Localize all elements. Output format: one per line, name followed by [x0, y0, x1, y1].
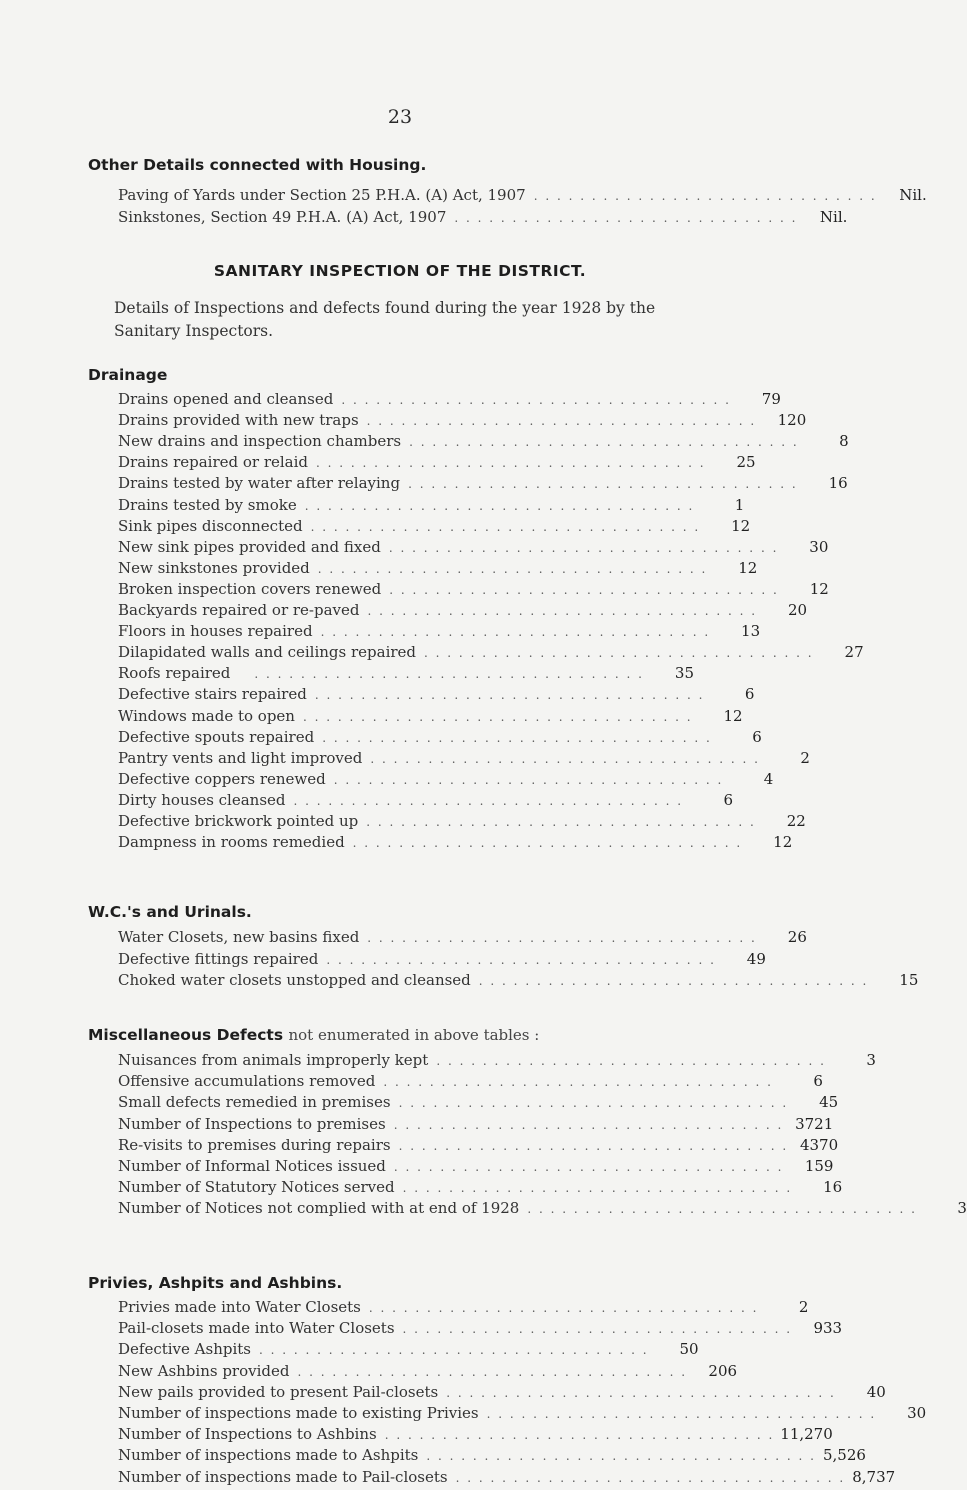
row-value: 49 — [746, 949, 766, 968]
table-row — [118, 579, 829, 602]
row-label: New pails provided to present Pail-closets — [118, 1382, 439, 1401]
row-value: 3 — [957, 1199, 967, 1218]
table-row — [118, 664, 694, 686]
row-value: 13 — [741, 622, 761, 641]
row-label: Defective brickwork pointed up — [118, 812, 359, 830]
leader-dots: . . . . . . . . . . . . . . . . . . . . . . . . . . . . . . . . . . — [254, 667, 644, 682]
row-value: 206 — [708, 1361, 738, 1380]
row-label: Dilapidated walls and ceilings repaired — [118, 643, 417, 662]
row-value: 12 — [731, 516, 751, 535]
row-value: 8,737 — [852, 1467, 896, 1486]
row-label: Water Closets, new basins fixed — [118, 928, 360, 946]
row-label: Number of Inspections to Ashbins — [118, 1425, 377, 1444]
leader-dots: . . . . . . . . . . . . . . . . . . . . . . . . . . . . . . . . . . — [424, 646, 814, 661]
row-value: 25 — [736, 453, 756, 472]
table-row — [118, 1135, 839, 1158]
row-value: 12 — [809, 579, 829, 598]
leader-dots: . . . . . . . . . . . . . . . . . . . . . . . . . . . . . . . . . . — [436, 1054, 826, 1068]
row-value: 6 — [744, 685, 755, 704]
leader-dots: . . . . . . . . . . . . . . . . . . . . . . . . . . . . . . . . . . — [317, 561, 708, 576]
table-row — [118, 790, 734, 813]
row-value: 12 — [773, 833, 793, 852]
table-row — [118, 537, 829, 560]
row-label: Sinkstones, Section 49 P.H.A. (A) Act, 1907 — [118, 208, 447, 226]
row-label: Backyards repaired or re-paved — [118, 601, 360, 619]
leader-dots: . . . . . . . . . . . . . . . . . . . . . . . . . . . . . . . . . . — [426, 1449, 816, 1464]
row-value: 15 — [899, 971, 919, 989]
row-label: Privies made into Water Closets — [118, 1298, 361, 1316]
row-label: Broken inspection covers renewed — [118, 579, 382, 598]
leader-dots: . . . . . . . . . . . . . . . . . . . . . . . . . . . . . . . . . . — [402, 1181, 793, 1196]
table-row — [118, 928, 807, 950]
row-label: Re-visits to premises during repairs — [118, 1135, 391, 1154]
table-row — [118, 643, 864, 665]
table-row — [118, 1114, 834, 1137]
table-row — [118, 390, 781, 412]
leader-dots: . . . . . . . . . . . . . . . . . . . . . . . . . . . . . . . . . . — [302, 709, 693, 724]
row-label: Defective fittings repaired — [118, 949, 319, 968]
row-label: Pantry vents and light improved — [118, 748, 363, 767]
leader-dots: . . . . . . . . . . . . . . . . . . . . . . . . . . . . . . . . . . — [370, 751, 760, 766]
table-row — [118, 453, 756, 475]
table-row — [118, 1382, 886, 1405]
leader-dots: . . . . . . . . . . . . . . . . . . . . . . . . . . . . . . . . . . — [316, 456, 706, 471]
row-label: Dirty houses cleansed — [118, 790, 286, 809]
table-row — [118, 833, 793, 855]
leader-dots: . . . . . . . . . . . . . . . . . . . . . . . . . . . . . . — [533, 189, 877, 203]
table-row — [118, 748, 810, 771]
row-value: 27 — [844, 643, 864, 662]
table-row — [118, 622, 761, 644]
row-value: 6 — [723, 790, 734, 809]
leader-dots: . . . . . . . . . . . . . . . . . . . . . . . . . . . . . . . . . . — [297, 1364, 688, 1379]
table-row — [118, 769, 774, 792]
table-row — [118, 1340, 699, 1362]
row-value: 1 — [734, 495, 745, 514]
leader-dots: . . . . . . . . . . . . . . . . . . . . . . . . . . . . . . . . . . — [320, 625, 711, 640]
leader-dots: . . . . . . . . . . . . . . . . . . . . . . . . . . . . . . . . . . — [322, 730, 712, 745]
row-label: Offensive accumulations removed — [118, 1072, 376, 1091]
row-label: Number of Notices not complied with at end of 1928 — [118, 1199, 520, 1218]
row-value: 30 — [907, 1404, 927, 1422]
table-row — [118, 495, 745, 518]
row-value: 20 — [788, 601, 808, 619]
table-row — [118, 971, 919, 993]
sanitary-intro — [88, 297, 708, 343]
table-row — [118, 1178, 843, 1200]
sanitary-title: SANITARY INSPECTION OF THE DISTRICT. — [213, 262, 587, 280]
row-label: Floors in houses repaired — [118, 622, 313, 641]
leader-dots: . . . . . . . . . . . . . . . . . . . . . . . . . . . . . . . . . . — [366, 815, 756, 829]
row-label: Drains provided with new traps — [118, 411, 359, 430]
misc-heading — [88, 1026, 539, 1044]
leader-dots: . . . . . . . . . . . . . . . . . . . . . . . . . . . . . . . . . . — [389, 582, 779, 597]
leader-dots: . . . . . . . . . . . . . . . . . . . . . . . . . . . . . . . . . . — [326, 952, 716, 967]
leader-dots: . . . . . . . . . . . . . . . . . . . . . . . . . . . . . . . . . . — [446, 1385, 836, 1400]
row-label: Nuisances from animals improperly kept — [118, 1051, 429, 1069]
table-row — [118, 1446, 866, 1468]
table-row — [118, 411, 807, 433]
wc-heading: W.C.'s and Urinals. — [88, 903, 252, 921]
leader-dots: . . . . . . . . . . . . . . . . . . . . . . . . . . . . . . . . . . — [304, 498, 695, 513]
row-value: 11,270 — [780, 1425, 833, 1444]
leader-dots: . . . . . . . . . . . . . . . . . . . . . . . . . . . . . . . . . . — [388, 540, 779, 555]
row-label: Number of inspections made to Ashpits — [118, 1446, 419, 1465]
row-value: 6 — [813, 1072, 823, 1091]
housing-row — [118, 208, 848, 230]
table-row — [118, 949, 766, 972]
leader-dots: . . . . . . . . . . . . . . . . . . . . . . . . . . . . . . . . . . — [310, 519, 701, 534]
leader-dots: . . . . . . . . . . . . . . . . . . . . . . . . . . . . . . . . . . — [398, 1096, 789, 1111]
leader-dots: . . . . . . . . . . . . . . . . . . . . . . . . . . . . . . . . . . — [333, 772, 724, 787]
table-row — [118, 1425, 833, 1447]
row-value: 5,526 — [822, 1446, 866, 1465]
row-label: Number of Inspections to premises — [118, 1114, 386, 1133]
row-value: 50 — [679, 1340, 699, 1359]
row-label: Drains opened and cleansed — [118, 390, 334, 408]
leader-dots: . . . . . . . . . . . . . . . . . . . . . . . . . . . . . . . . . . — [409, 435, 799, 450]
drainage-heading: Drainage — [88, 366, 168, 384]
row-value: 6 — [752, 727, 762, 746]
row-label: Number of inspections made to Pail-closets — [118, 1467, 448, 1486]
row-label: Defective coppers renewed — [118, 769, 326, 788]
table-row — [118, 432, 849, 454]
row-value: 8 — [839, 432, 849, 451]
row-label: Sink pipes disconnected — [118, 516, 303, 535]
leader-dots: . . . . . . . . . . . . . . . . . . . . . . . . . . . . . . . . . . — [367, 604, 758, 618]
row-value: Nil. — [819, 208, 848, 226]
table-row — [118, 1157, 834, 1179]
leader-dots: . . . . . . . . . . . . . . . . . . . . . . . . . . . . . . . . . . — [314, 688, 705, 703]
row-value: 12 — [738, 558, 758, 577]
row-label: Drains repaired or relaid — [118, 453, 309, 472]
table-row — [118, 1093, 839, 1115]
table-row — [118, 1319, 843, 1341]
row-value: 12 — [723, 706, 743, 725]
table-row — [118, 1467, 896, 1490]
table-row — [118, 558, 758, 581]
leader-dots: . . . . . . . . . . . . . . . . . . . . . . . . . . . . . . . . . . — [367, 931, 757, 945]
page-number: 23 — [387, 106, 413, 128]
row-label: Roofs repaired — [118, 664, 231, 683]
table-row — [118, 516, 751, 539]
misc-heading-title: Miscellaneous Defects — [88, 1026, 284, 1044]
misc-heading-extra: not enumerated in above tables : — [288, 1026, 540, 1044]
leader-dots: . . . . . . . . . . . . . . . . . . . . . . . . . . . . . . . . . . — [341, 393, 731, 407]
leader-dots: . . . . . . . . . . . . . . . . . . . . . . . . . . . . . . . . . . — [293, 793, 684, 808]
row-value: 22 — [786, 812, 806, 830]
table-row — [118, 1072, 823, 1094]
row-value: 45 — [819, 1093, 839, 1112]
intro-text: Details of Inspections and defects found during the year 1928 by the Sanitary Inspectors. — [114, 299, 656, 340]
row-value: 3721 — [795, 1114, 834, 1133]
leader-dots: . . . . . . . . . . . . . . . . . . . . . . . . . . . . . . . . . . — [366, 414, 757, 429]
table-row — [118, 1199, 967, 1221]
row-label: Number of Informal Notices issued — [118, 1157, 386, 1175]
row-value: 79 — [761, 390, 781, 408]
table-row — [118, 727, 762, 750]
leader-dots: . . . . . . . . . . . . . . . . . . . . . . . . . . . . . . . . . . — [384, 1428, 775, 1443]
table-row — [118, 1051, 876, 1073]
row-label: Choked water closets unstopped and cleansed — [118, 971, 471, 989]
row-label: Defective spouts repaired — [118, 727, 315, 746]
table-row — [118, 601, 808, 623]
row-value: 159 — [804, 1157, 834, 1175]
table-row — [118, 1361, 738, 1384]
leader-dots: . . . . . . . . . . . . . . . . . . . . . . . . . . . . . . . . . . — [383, 1075, 773, 1090]
leader-dots: . . . . . . . . . . . . . . . . . . . . . . . . . . . . . . . . . . — [527, 1202, 917, 1217]
row-value: 2 — [798, 1298, 809, 1316]
row-label: Number of inspections made to existing Privies — [118, 1404, 479, 1422]
housing-heading: Other Details connected with Housing. — [88, 156, 427, 174]
row-value: 933 — [813, 1319, 843, 1338]
row-value: 120 — [777, 411, 807, 430]
row-label: New Ashbins provided — [118, 1361, 290, 1380]
row-value: 26 — [787, 928, 807, 946]
row-value: 40 — [866, 1382, 886, 1401]
row-label: Small defects remedied in premises — [118, 1093, 391, 1112]
row-value: 16 — [823, 1178, 843, 1197]
row-value: 4 — [763, 769, 774, 788]
leader-dots: . . . . . . . . . . . . . . . . . . . . . . . . . . . . . . . . . . — [478, 974, 869, 988]
row-label: New sink pipes provided and fixed — [118, 537, 381, 556]
leader-dots: . . . . . . . . . . . . . . . . . . . . . . . . . . . . . . — [454, 211, 798, 225]
row-value: 4370 — [799, 1135, 839, 1154]
table-row — [118, 812, 806, 834]
row-label: Number of Statutory Notices served — [118, 1178, 395, 1197]
leader-dots: . . . . . . . . . . . . . . . . . . . . . . . . . . . . . . . . . . — [402, 1322, 793, 1337]
row-label: New sinkstones provided — [118, 558, 310, 577]
table-row — [118, 685, 755, 707]
leader-dots: . . . . . . . . . . . . . . . . . . . . . . . . . . . . . . . . . . — [352, 836, 743, 851]
leader-dots: . . . . . . . . . . . . . . . . . . . . . . . . . . . . . . . . . . — [398, 1138, 789, 1153]
leader-dots: . . . . . . . . . . . . . . . . . . . . . . . . . . . . . . . . . . — [393, 1117, 784, 1132]
row-label: Drains tested by water after relaying — [118, 474, 401, 493]
leader-dots: . . . . . . . . . . . . . . . . . . . . . . . . . . . . . . . . . . — [368, 1301, 759, 1315]
leader-dots: . . . . . . . . . . . . . . . . . . . . . . . . . . . . . . . . . . — [408, 477, 798, 492]
row-label: Dampness in rooms remedied — [118, 833, 345, 852]
table-row — [118, 706, 743, 729]
row-label: Windows made to open — [118, 706, 295, 725]
table-row — [118, 474, 848, 496]
table-row — [118, 1404, 927, 1426]
row-value: Nil. — [899, 186, 927, 204]
row-label: New drains and inspection chambers — [118, 432, 402, 451]
row-value: 16 — [828, 474, 848, 493]
leader-dots: . . . . . . . . . . . . . . . . . . . . . . . . . . . . . . . . . . — [259, 1343, 649, 1358]
row-value: 2 — [800, 748, 810, 767]
table-row — [118, 1298, 809, 1320]
row-label: Paving of Yards under Section 25 P.H.A. (A) Act, 1907 — [118, 186, 526, 204]
privies-heading: Privies, Ashpits and Ashbins. — [88, 1274, 343, 1292]
row-value: 35 — [674, 664, 694, 683]
housing-row — [118, 186, 927, 208]
leader-dots: . . . . . . . . . . . . . . . . . . . . . . . . . . . . . . . . . . — [486, 1407, 877, 1421]
row-label: Drains tested by smoke — [118, 495, 297, 514]
row-label: Defective stairs repaired — [118, 685, 307, 704]
row-label: Pail-closets made into Water Closets — [118, 1319, 395, 1338]
row-label: Defective Ashpits — [118, 1340, 251, 1359]
row-value: 3 — [866, 1051, 876, 1069]
row-value: 30 — [809, 537, 829, 556]
leader-dots: . . . . . . . . . . . . . . . . . . . . . . . . . . . . . . . . . . — [455, 1470, 846, 1485]
leader-dots: . . . . . . . . . . . . . . . . . . . . . . . . . . . . . . . . . . — [393, 1160, 784, 1174]
